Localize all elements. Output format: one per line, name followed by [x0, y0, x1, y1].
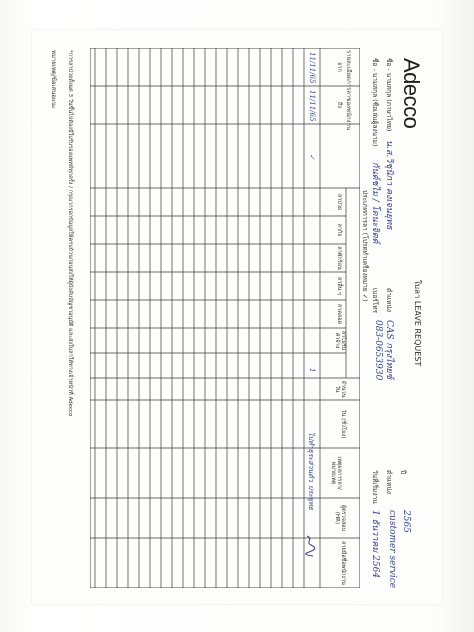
field-value-position: CAS กรุงไทยซ์ — [384, 320, 394, 379]
field-label-nickname: ชื่อ - นามสกุล (ชื่อเล่นผู้ลงนาม) — [371, 58, 379, 147]
header-sick: ลาป่วย — [336, 193, 342, 211]
leave-type-group-label: ประเภทการลา (โปรดทำเครื่องหมาย ✓) — [361, 190, 369, 302]
row1-hr-mark: ประยุทธ — [307, 485, 315, 510]
header-days: จำนวน วัน — [334, 380, 346, 398]
row1-check-mark: ✓ — [308, 154, 316, 160]
header-remark: เหตุผลการลา/หมายเหตุ — [330, 456, 342, 490]
header-count: วัน (ชั่วโมง) — [340, 409, 346, 439]
leave-table-grid — [90, 48, 360, 588]
row1-from: 11/11/65 — [308, 52, 316, 84]
footnote: *การลาป่วยตั้งแต่ 3 วันขึ้นไปต้องมีใบรับรองแพทย์ทุกครั้ง / กรุณากรอกข้อมูลให้ครบถ้วนก่อนส่งให้ผู้บังคับบัญชาอนุมัติ และส่งใบลาให้ทางเจ้าหน้าที่ Adecco — [67, 50, 73, 417]
field-value-job: customer service — [387, 510, 397, 589]
header-date-from: จาก — [336, 62, 342, 72]
field-label-position: ตำแหน่ง — [385, 288, 393, 312]
field-label-job: ตำแหน่ง — [385, 470, 393, 494]
header-hr-sign: ผู้ตรวจสอบ (HR) — [334, 504, 346, 532]
field-value-start-date: 1 ธันวาคม 2564 — [370, 510, 380, 579]
leave-request-form — [32, 30, 442, 604]
field-label-phone: เบอร์โทร — [371, 288, 379, 314]
header-personal: ลากิจ — [336, 223, 342, 237]
adecco-logo: Adecco — [399, 58, 424, 129]
header-date-to: ถึง — [336, 101, 342, 108]
header-other1: ลาอื่น ๆ — [336, 276, 342, 296]
paper-sheet — [32, 30, 442, 604]
row1-days: 1 — [308, 368, 316, 373]
field-value-thai-name: น.ส.วิชุนิกา คงเจนยุทธ — [384, 140, 394, 230]
form-title: ใบลา LEAVE REQUEST — [413, 280, 422, 367]
field-label-start-date: วันที่เริ่มงาน — [371, 470, 379, 504]
field-value-year: 2565 — [401, 510, 411, 533]
employee-signature-icon — [304, 535, 316, 557]
field-label-year: ปี — [399, 470, 407, 475]
footer-remark-label: หมายเหตุ/ข้อเสนอแนะ — [50, 50, 57, 110]
row1-reason: ไปทำธุระส่วนตัว — [307, 432, 315, 482]
field-value-phone: 083-0653930 — [373, 320, 383, 381]
row1-to: 11/11/65 — [308, 90, 316, 122]
header-employee-sign: ลายมือชื่อพนักงาน — [340, 541, 346, 585]
field-label-thai-name: ชื่อ - นามสกุล (ภาษาไทย) — [385, 58, 393, 132]
field-value-nickname: กันต์ชไม / โดนะจิตต์ — [370, 162, 380, 244]
section-label: รายละเอียดการลาของพนักงาน — [345, 50, 352, 131]
header-vacation: ลาพักร้อน — [336, 246, 342, 270]
header-no-pay: ลาไม่รับค่าจ้าง — [334, 330, 346, 351]
header-other2: ลาคลอด — [336, 303, 342, 325]
